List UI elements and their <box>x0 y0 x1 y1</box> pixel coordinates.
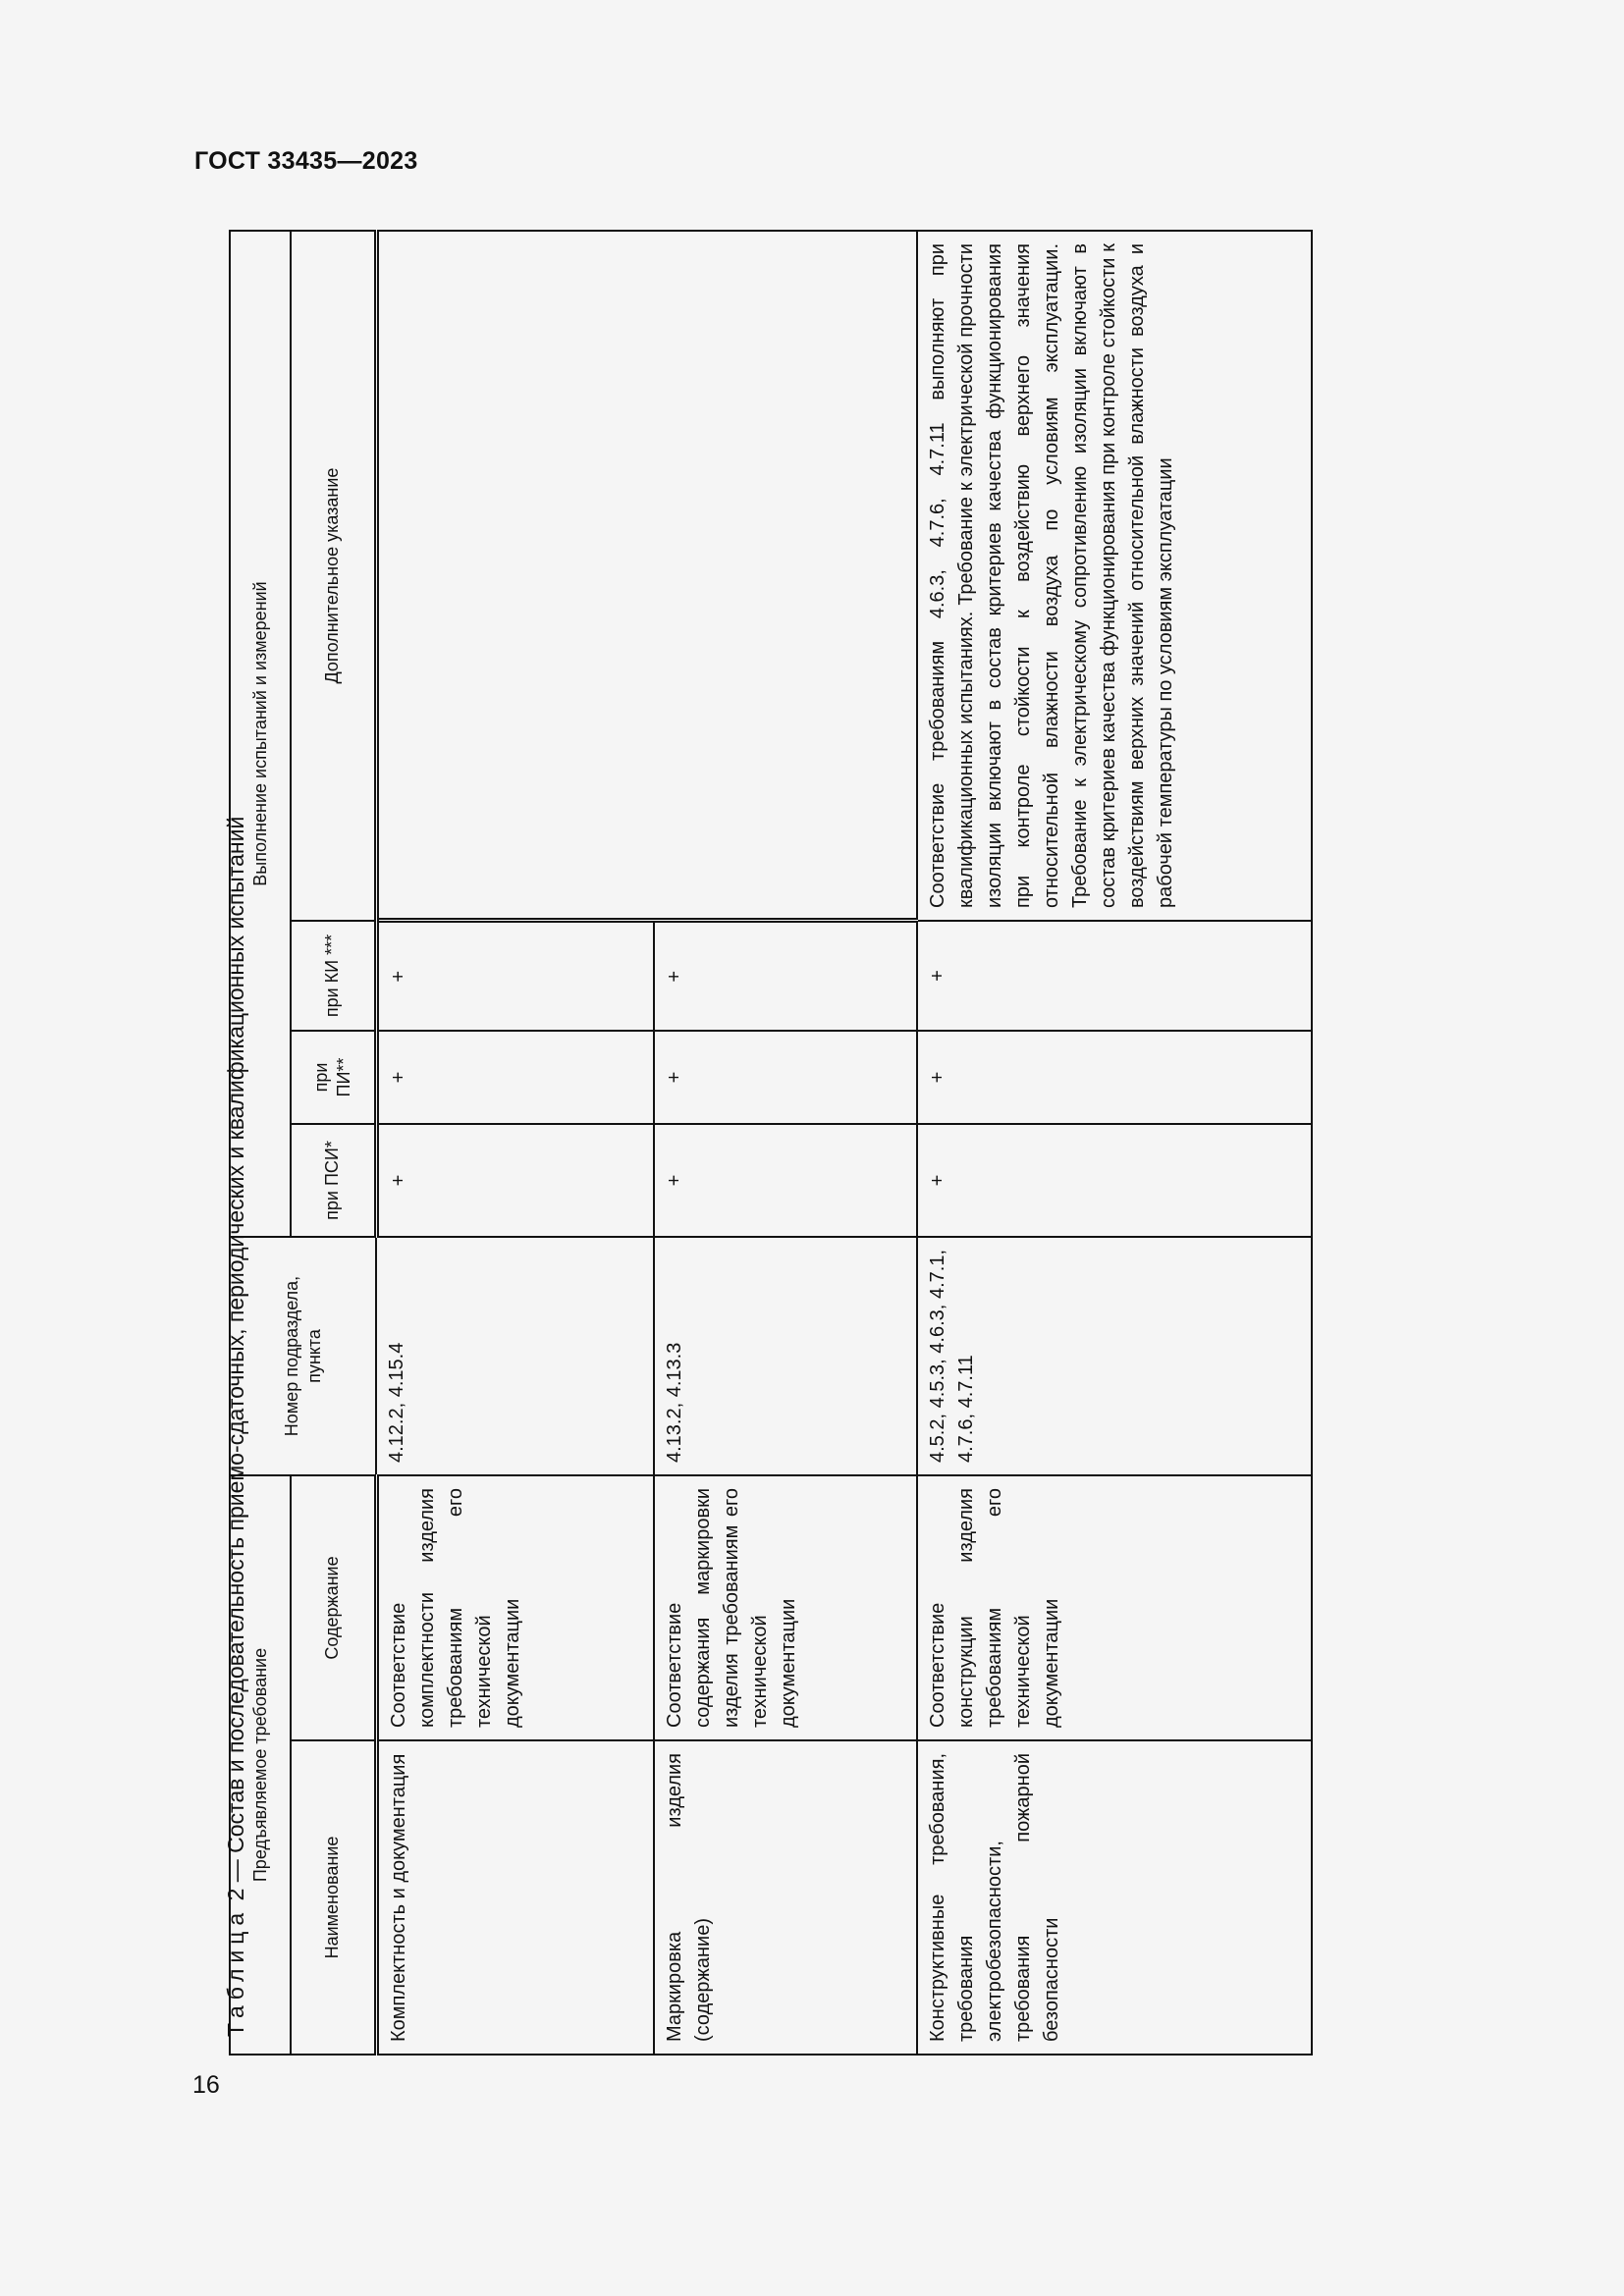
header-requirement-group: Предъявляемое требование <box>230 1475 291 2055</box>
cell-psi: + <box>376 1124 654 1237</box>
header-row-columns <box>291 231 376 2055</box>
cell-content: Соответствие конструкции изделия требованиям его технической документации <box>917 1475 1312 1740</box>
cell-content: Соответствие комплектности изделия требованиям его технической документации <box>376 1475 654 1740</box>
table-caption-prefix: Таблица <box>223 1906 248 2037</box>
header-row-groups <box>230 231 291 2055</box>
cell-subsection: 4.12.2, 4.15.4 <box>376 1237 654 1475</box>
cell-content: Соответствие содержания маркировки изделия требованиям его технической документации <box>654 1475 917 1740</box>
header-psi: при ПСИ* <box>291 1124 376 1237</box>
cell-psi: + <box>654 1124 917 1237</box>
cell-ki: + <box>917 921 1312 1031</box>
table-row <box>376 231 654 2055</box>
cell-subsection: 4.13.2, 4.13.3 <box>654 1237 917 1475</box>
cell-name: Маркировка изделия (содержание) <box>654 1740 917 2055</box>
cell-subsection: 4.5.2, 4.5.3, 4.6.3, 4.7.1, 4.7.6, 4.7.11 <box>917 1237 1312 1475</box>
cell-ki: + <box>376 921 654 1031</box>
cell-name: Комплектность и документация <box>376 1740 654 2055</box>
header-ki: при КИ *** <box>291 921 376 1031</box>
cell-note: Соответствие требованиям 4.6.3, 4.7.6, 4.7.11 выполняют при квалификационных испытаниях. Требование к электрической прочности изоляции включают в состав критериев качества функционирования при контроле стойкости к воздействию верхнего значения относительной влажности воздуха по условиям эксплуатации. Требование к электрическому сопротивлению изоляции включают в состав критериев качества функционирования при контроле стойкости к воздействиям верхних значений относительной влажности воздуха и рабочей температуры по условиям эксплуатации <box>917 231 1312 921</box>
requirements-table <box>229 230 1313 2056</box>
header-pi: при ПИ** <box>291 1031 376 1124</box>
cell-pi: + <box>654 1031 917 1124</box>
cell-ki: + <box>654 921 917 1031</box>
cell-psi: + <box>917 1124 1312 1237</box>
cell-pi: + <box>917 1031 1312 1124</box>
header-name: Наименование <box>291 1740 376 2055</box>
cell-note <box>376 231 917 921</box>
rotated-table-container <box>229 232 1311 2056</box>
header-subsection: Номер подраздела, пункта <box>230 1237 376 1475</box>
cell-name: Конструктивные требования, требования электробезопасности, требования пожарной безопасности <box>917 1740 1312 2055</box>
header-content: Содержание <box>291 1475 376 1740</box>
table-row <box>917 231 1312 2055</box>
page-number: 16 <box>192 2071 220 2099</box>
header-note: Дополнительное указание <box>291 231 376 921</box>
header-execution-group: Выполнение испытаний и измерений <box>230 231 291 1237</box>
document-title: ГОСТ 33435—2023 <box>194 147 418 175</box>
table-caption-text: 2 — Состав и последовательность приемо-сдаточных, периодических и квалификационных испытаний <box>223 816 248 1907</box>
cell-pi: + <box>376 1031 654 1124</box>
